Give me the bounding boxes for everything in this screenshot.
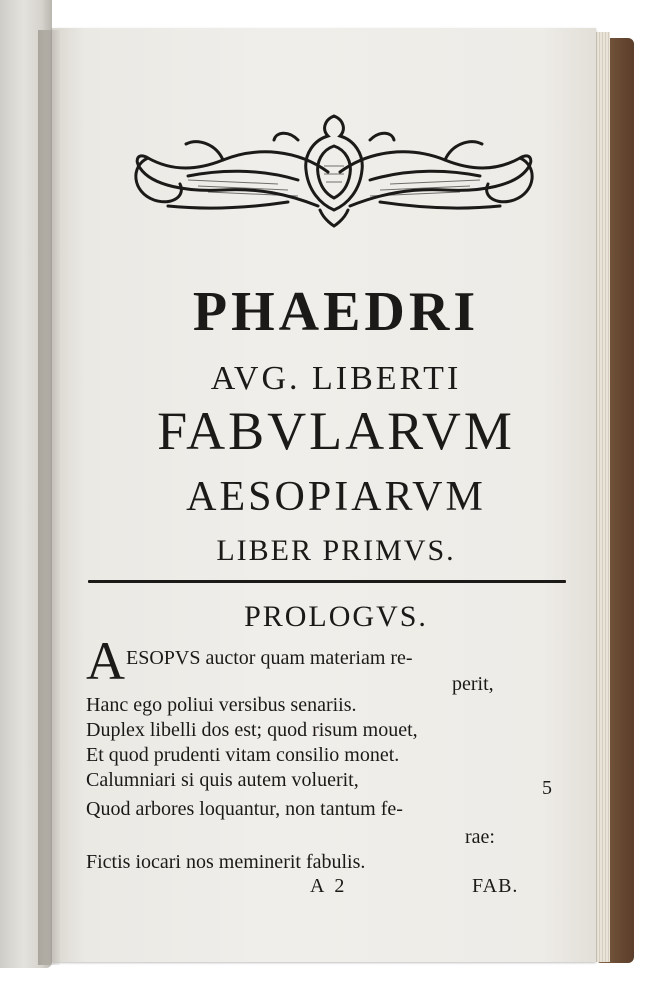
horizontal-rule: [88, 580, 566, 583]
title-subtitle: AVG. LIBERTI: [210, 360, 462, 397]
verse-line: ESOPVS auctor quam materiam re-: [126, 647, 413, 669]
prologue-heading: PROLOGVS.: [244, 600, 428, 633]
verse-line: Hanc ego poliui versibus senariis.: [86, 694, 357, 716]
title-book-number: LIBER PRIMVS.: [216, 534, 456, 567]
title-work-qualifier: AESOPIARVM: [186, 474, 486, 520]
baroque-ornament: [128, 110, 540, 228]
verse-line: Calumniari si quis autem voluerit,: [86, 769, 359, 791]
book-gutter: [38, 30, 60, 965]
drop-cap: A: [86, 631, 125, 691]
catchword: FAB.: [472, 875, 519, 897]
title-author: PHAEDRI: [192, 281, 480, 343]
line-number: 5: [542, 777, 552, 799]
verse-line: Fictis iocari nos meminerit fabulis.: [86, 851, 366, 873]
verse-line: Et quod prudenti vitam consilio monet.: [86, 744, 400, 766]
title-work: FABVLARVM: [157, 401, 515, 461]
verse-line: Quod arbores loquantur, non tantum fe-: [86, 798, 403, 820]
signature-mark: A 2: [310, 875, 348, 897]
verse-line: rae:: [465, 826, 495, 848]
verse-line: perit,: [452, 673, 494, 695]
verse-line: Duplex libelli dos est; quod risum mouet,: [86, 719, 418, 741]
